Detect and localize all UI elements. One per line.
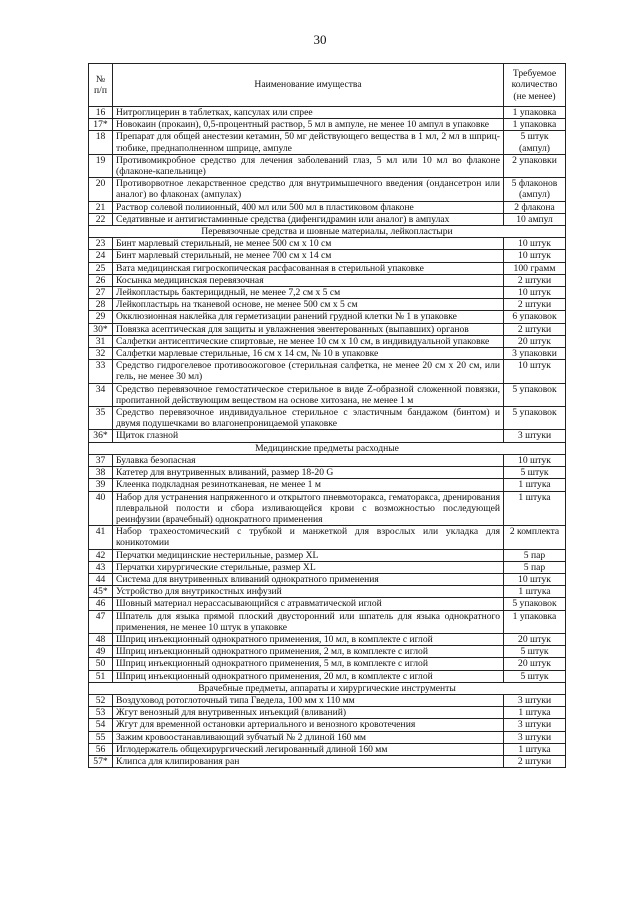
section-row (89, 226, 566, 238)
item-name: Раствор солевой полиионный, 400 мл или 500 мл в пластиковом флаконе (113, 201, 504, 213)
item-quantity: 5 пар (504, 549, 566, 561)
row-number: 43 (89, 561, 113, 573)
item-name: Средство гидрогелевое противоожоговое (стерильная салфетка, не менее 20 см х 20 см, или гель, не менее 30 мл) (113, 360, 504, 383)
item-name: Шовный материал нерассасывающийся с атравматической иглой (113, 598, 504, 610)
item-quantity: 1 штука (504, 491, 566, 526)
item-quantity: 10 штук (504, 238, 566, 250)
table-row (89, 178, 566, 201)
item-quantity: 3 штуки (504, 731, 566, 743)
item-quantity: 2 упаковки (504, 154, 566, 177)
item-quantity: 3 штуки (504, 719, 566, 731)
item-quantity: 1 штука (504, 586, 566, 598)
item-name: Средство перевязочное индивидуальное стерильное с эластичным бандажом (бинтом) и двумя подушечками во влагонепроницаемой упаковке (113, 407, 504, 430)
table-row (89, 287, 566, 299)
item-name: Бинт марлевый стерильный, не менее 700 см х 14 см (113, 250, 504, 262)
item-quantity: 2 флакона (504, 201, 566, 213)
table-row (89, 250, 566, 262)
table-row (89, 610, 566, 633)
item-name: Лейкопластырь на тканевой основе, не менее 500 см х 5 см (113, 299, 504, 311)
table-row (89, 707, 566, 719)
item-name: Шприц инъекционный однократного применения, 5 мл, в комплекте с иглой (113, 658, 504, 670)
row-number: 40 (89, 491, 113, 526)
item-quantity: 10 штук (504, 250, 566, 262)
row-number: 35 (89, 407, 113, 430)
table-row (89, 598, 566, 610)
item-quantity: 1 штука (504, 479, 566, 491)
item-quantity: 10 штук (504, 287, 566, 299)
item-quantity: 1 штука (504, 743, 566, 755)
section-title: Медицинские предметы расходные (89, 442, 566, 454)
item-name: Противомикробное средство для лечения заболеваний глаз, 5 мл или 10 мл во флаконе (флаконе-капельнице) (113, 154, 504, 177)
item-name: Перчатки медицинские нестерильные, размер XL (113, 549, 504, 561)
row-number: 28 (89, 299, 113, 311)
table-row (89, 299, 566, 311)
item-quantity: 5 упаковок (504, 407, 566, 430)
row-number: 29 (89, 311, 113, 323)
row-number: 49 (89, 646, 113, 658)
row-number: 18 (89, 131, 113, 154)
item-quantity: 10 ампул (504, 213, 566, 225)
equipment-table (88, 63, 566, 768)
table-row (89, 311, 566, 323)
table-row (89, 454, 566, 466)
item-name: Перчатки хирургические стерильные, размер XL (113, 561, 504, 573)
row-number: 56 (89, 743, 113, 755)
row-number: 48 (89, 633, 113, 645)
table-row (89, 549, 566, 561)
item-name: Средство перевязочное гемостатическое стерильное в виде Z-образной сложенной повязки, пропитанной действующим веществом на основе хитозана, не менее 1 м (113, 383, 504, 406)
table-row (89, 383, 566, 406)
item-name: Шприц инъекционный однократного применения, 10 мл, в комплекте с иглой (113, 633, 504, 645)
row-number: 55 (89, 731, 113, 743)
table-row (89, 694, 566, 706)
table-row (89, 646, 566, 658)
row-number: 37 (89, 454, 113, 466)
row-number: 21 (89, 201, 113, 213)
item-quantity: 10 штук (504, 360, 566, 383)
section-row (89, 442, 566, 454)
table-row (89, 262, 566, 274)
table-row (89, 119, 566, 131)
row-number: 31 (89, 335, 113, 347)
row-number: 52 (89, 694, 113, 706)
item-quantity: 20 штук (504, 335, 566, 347)
table-row (89, 335, 566, 347)
row-number: 23 (89, 238, 113, 250)
item-name: Шпатель для языка прямой плоский двусторонний или шпатель для языка однократного применения, не менее 10 штук в упаковке (113, 610, 504, 633)
item-name: Новокаин (прокаин), 0,5-процентный раствор, 5 мл в ампуле, не менее 10 ампул в упаковке (113, 119, 504, 131)
table-row (89, 467, 566, 479)
row-number: 27 (89, 287, 113, 299)
item-name: Косынка медицинская перевязочная (113, 274, 504, 286)
item-quantity: 10 штук (504, 454, 566, 466)
table-row (89, 670, 566, 682)
header-qty: Требуемое количество (не менее) (504, 64, 566, 107)
row-number: 42 (89, 549, 113, 561)
item-quantity: 3 упаковки (504, 348, 566, 360)
table-row (89, 323, 566, 335)
row-number: 50 (89, 658, 113, 670)
table-row (89, 348, 566, 360)
row-number: 51 (89, 670, 113, 682)
row-number: 25 (89, 262, 113, 274)
table-row (89, 238, 566, 250)
item-quantity: 2 штуки (504, 274, 566, 286)
item-quantity: 20 штук (504, 658, 566, 670)
item-quantity: 5 штук (504, 467, 566, 479)
row-number: 36* (89, 430, 113, 442)
item-name: Препарат для общей анестезии кетамин, 50 мг действующего вещества в 1 мл, 2 мл в шприц-тюбике, преднаполненном шприце, ампуле (113, 131, 504, 154)
table-row (89, 658, 566, 670)
item-name: Окклюзионная наклейка для герметизации ранений грудной клетки № 1 в упаковке (113, 311, 504, 323)
table-row (89, 719, 566, 731)
item-name: Система для внутривенных вливаний однократного применения (113, 573, 504, 585)
item-quantity: 20 штук (504, 633, 566, 645)
row-number: 16 (89, 107, 113, 119)
row-number: 26 (89, 274, 113, 286)
table-row (89, 633, 566, 645)
item-name: Клеенка подкладная резинотканевая, не менее 1 м (113, 479, 504, 491)
table-row (89, 755, 566, 767)
item-name: Набор для устранения напряженного и открытого пневмоторакса, гематоракса, дренирования плевральной полости и сбора изливающейся крови с возможностью последующей реинфузии (врачебный) однократного применения (113, 491, 504, 526)
row-number: 57* (89, 755, 113, 767)
item-name: Набор трахеостомический с трубкой и манжеткой для взрослых или укладка для коникотомии (113, 526, 504, 549)
item-name: Катетер для внутривенных вливаний, размер 18-20 G (113, 467, 504, 479)
table-row (89, 430, 566, 442)
item-quantity: 5 пар (504, 561, 566, 573)
table-row (89, 201, 566, 213)
row-number: 30* (89, 323, 113, 335)
item-name: Булавка безопасная (113, 454, 504, 466)
table-row (89, 154, 566, 177)
table-row (89, 360, 566, 383)
item-quantity: 3 штуки (504, 430, 566, 442)
item-name: Салфетки антисептические спиртовые, не менее 10 см х 10 см, в индивидуальной упаковке (113, 335, 504, 347)
table-row (89, 573, 566, 585)
row-number: 32 (89, 348, 113, 360)
item-quantity: 100 грамм (504, 262, 566, 274)
item-quantity: 1 упаковка (504, 119, 566, 131)
item-name: Иглодержатель общехирургический легированный длиной 160 мм (113, 743, 504, 755)
item-quantity: 5 штук (ампул) (504, 131, 566, 154)
table-row (89, 586, 566, 598)
item-name: Шприц инъекционный однократного применения, 2 мл, в комплекте с иглой (113, 646, 504, 658)
item-quantity: 10 штук (504, 573, 566, 585)
item-name: Нитроглицерин в таблетках, капсулах или спрее (113, 107, 504, 119)
table-row (89, 526, 566, 549)
item-quantity: 3 штуки (504, 694, 566, 706)
row-number: 34 (89, 383, 113, 406)
row-number: 19 (89, 154, 113, 177)
row-number: 45* (89, 586, 113, 598)
item-name: Щиток глазной (113, 430, 504, 442)
section-title: Перевязочные средства и шовные материалы, лейкопластыри (89, 226, 566, 238)
item-quantity: 5 штук (504, 670, 566, 682)
item-quantity: 2 штуки (504, 323, 566, 335)
table-row (89, 561, 566, 573)
item-quantity: 2 штуки (504, 755, 566, 767)
table-row (89, 131, 566, 154)
table-row (89, 213, 566, 225)
row-number: 41 (89, 526, 113, 549)
item-name: Зажим кровоостанавливающий зубчатый № 2 длиной 160 мм (113, 731, 504, 743)
row-number: 33 (89, 360, 113, 383)
table-row (89, 491, 566, 526)
item-name: Салфетки марлевые стерильные, 16 см х 14 см, № 10 в упаковке (113, 348, 504, 360)
item-name: Шприц инъекционный однократного применения, 20 мл, в комплекте с иглой (113, 670, 504, 682)
row-number: 24 (89, 250, 113, 262)
page-number: 30 (313, 32, 327, 47)
row-number: 54 (89, 719, 113, 731)
row-number: 39 (89, 479, 113, 491)
item-name: Вата медицинская гигроскопическая расфасованная в стерильной упаковке (113, 262, 504, 274)
item-quantity: 6 упаковок (504, 311, 566, 323)
item-quantity: 5 штук (504, 646, 566, 658)
row-number: 38 (89, 467, 113, 479)
item-quantity: 1 штука (504, 707, 566, 719)
item-quantity: 1 упаковка (504, 107, 566, 119)
table-row (89, 407, 566, 430)
row-number: 53 (89, 707, 113, 719)
table-row (89, 743, 566, 755)
item-name: Седативные и антигистаминные средства (дифенгидрамин или аналог) в ампулах (113, 213, 504, 225)
row-number: 46 (89, 598, 113, 610)
item-quantity: 5 флаконов (ампул) (504, 178, 566, 201)
header-num: № п/п (89, 64, 113, 107)
row-number: 47 (89, 610, 113, 633)
item-name: Жгут для временной остановки артериального и венозного кровотечения (113, 719, 504, 731)
table-row (89, 274, 566, 286)
item-name: Бинт марлевый стерильный, не менее 500 см х 10 см (113, 238, 504, 250)
section-row (89, 682, 566, 694)
row-number: 44 (89, 573, 113, 585)
table-row (89, 731, 566, 743)
item-quantity: 2 штуки (504, 299, 566, 311)
item-name: Лейкопластырь бактерицидный, не менее 7,2 см х 5 см (113, 287, 504, 299)
item-name: Повязка асептическая для защиты и увлажнения эвентерованных (выпавших) органов (113, 323, 504, 335)
section-title: Врачебные предметы, аппараты и хирургические инструменты (89, 682, 566, 694)
row-number: 20 (89, 178, 113, 201)
header-name: Наименование имущества (113, 64, 504, 107)
table-row (89, 107, 566, 119)
row-number: 17* (89, 119, 113, 131)
item-quantity: 5 упаковок (504, 598, 566, 610)
item-name: Устройство для внутрикостных инфузий (113, 586, 504, 598)
item-name: Противорвотное лекарственное средство для внутримышечного введения (ондансетрон или аналог) во флаконах (ампулах) (113, 178, 504, 201)
item-name: Клипса для клипирования ран (113, 755, 504, 767)
table-body (89, 107, 566, 768)
item-quantity: 1 упаковка (504, 610, 566, 633)
item-name: Воздуховод ротоглоточный типа Гведела, 100 мм х 110 мм (113, 694, 504, 706)
table-header-row (89, 64, 566, 107)
item-quantity: 2 комплекта (504, 526, 566, 549)
row-number: 22 (89, 213, 113, 225)
table-row (89, 479, 566, 491)
item-quantity: 5 упаковок (504, 383, 566, 406)
item-name: Жгут венозный для внутривенных инъекций (вливаний) (113, 707, 504, 719)
